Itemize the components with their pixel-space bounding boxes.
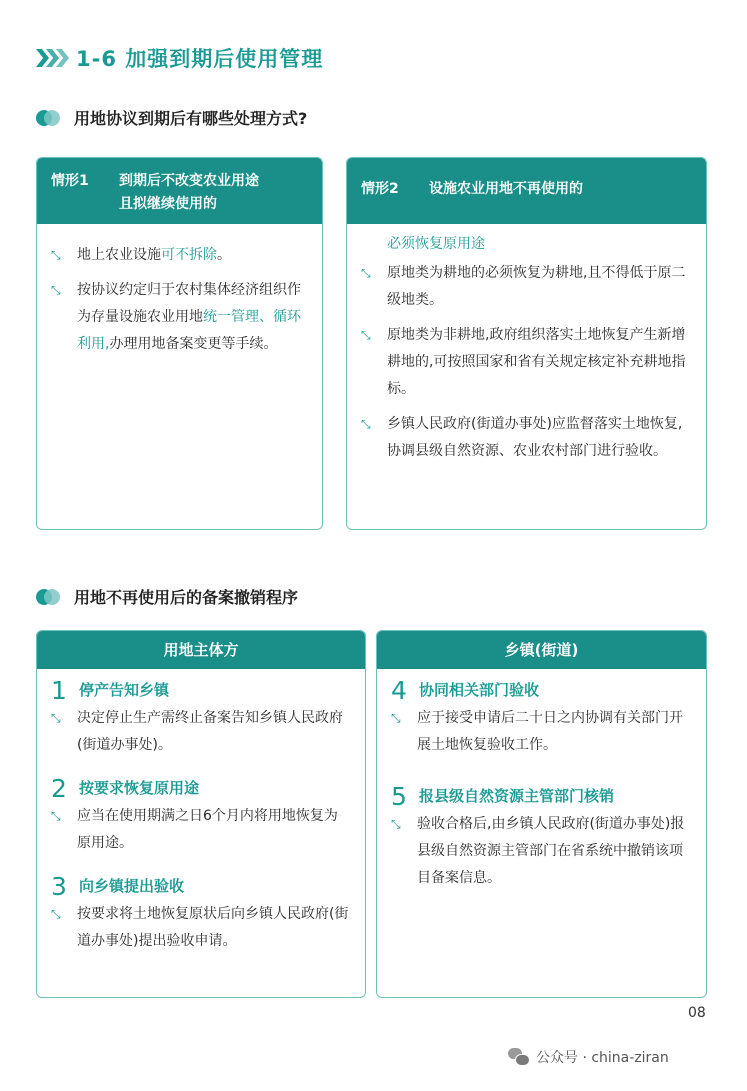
diagonal-arrow-icon: ⤡	[51, 711, 61, 725]
item-text: 原地类为非耕地,政府组织落实土地恢复产生新增耕地的,可按照国家和省有关规定核定补充耕地指标。	[387, 327, 686, 397]
procedure-step	[391, 781, 692, 892]
item-text: 办理用地备案变更等手续。	[109, 336, 278, 352]
case1-card	[36, 157, 323, 530]
case2-header	[347, 158, 706, 224]
section-heading-text: 用地不再使用后的备案撤销程序	[74, 588, 299, 607]
case1-title-line2: 且拟继续使用的	[119, 196, 217, 212]
diagonal-arrow-icon: ⤡	[51, 248, 61, 262]
diagonal-arrow-icon: ⤡	[391, 711, 401, 725]
page-number: 08	[688, 1005, 706, 1021]
list-item	[361, 322, 692, 403]
section-heading-revocation	[36, 585, 298, 608]
bullet-pill-icon	[36, 589, 62, 605]
land-user-steps	[37, 669, 365, 955]
procedure-step	[51, 871, 351, 955]
wechat-watermark	[508, 1047, 669, 1067]
step-title: 报县级自然资源主管部门核销	[419, 786, 615, 805]
township-steps	[377, 669, 706, 892]
item-highlight: 统一管理、循环利用,	[77, 309, 301, 352]
diagonal-arrow-icon: ⤡	[361, 417, 371, 431]
step-title: 停产告知乡镇	[79, 680, 170, 699]
case2-title: 设施农业用地不再使用的	[429, 181, 583, 197]
wechat-icon	[508, 1048, 530, 1066]
step-text: 应当在使用期满之日6个月内将用地恢复为原用途。	[77, 808, 338, 851]
step-number: 1	[51, 675, 67, 705]
case1-title-line1: 到期后不改变农业用途	[119, 173, 259, 189]
case1-items	[37, 224, 322, 358]
page-title-row	[36, 40, 323, 76]
step-title: 向乡镇提出验收	[79, 876, 185, 895]
step-title: 按要求恢复原用途	[79, 778, 200, 797]
case1-title	[119, 170, 259, 224]
case1-header	[37, 158, 322, 224]
step-number: 4	[391, 675, 407, 705]
bullet-pill-icon	[36, 110, 62, 126]
case2-subtitle: 必须恢复原用途	[387, 236, 485, 252]
land-user-card	[36, 630, 366, 998]
page-title: 1-6 加强到期后使用管理	[76, 47, 324, 71]
chevron-right-icon	[36, 49, 66, 67]
case2-card	[346, 157, 707, 530]
step-text: 按要求将土地恢复原状后向乡镇人民政府(街道办事处)提出验收申请。	[77, 906, 349, 949]
wechat-account: 公众号 · china-ziran	[536, 1050, 669, 1066]
list-item	[361, 260, 692, 314]
diagonal-arrow-icon: ⤡	[361, 328, 371, 342]
step-number: 2	[51, 773, 67, 803]
list-item	[51, 277, 308, 358]
list-item	[361, 411, 692, 465]
step-text: 验收合格后,由乡镇人民政府(街道办事处)报县级自然资源主管部门在省系统中撤销该项目备案信息。	[417, 816, 685, 886]
item-text: 按协议约定归于农村集体经济组织作为存量设施农业用地	[77, 282, 301, 325]
procedure-step	[391, 675, 692, 759]
step-text: 决定停止生产需终止备案告知乡镇人民政府(街道办事处)。	[77, 710, 343, 753]
item-text: 乡镇人民政府(街道办事处)应监督落实土地恢复,协调县级自然资源、农业农村部门进行验收。	[387, 416, 683, 459]
step-text: 应于接受申请后二十日之内协调有关部门开展土地恢复验收工作。	[417, 710, 683, 753]
township-header: 乡镇(街道)	[377, 631, 706, 669]
case1-tag: 情形1	[51, 173, 89, 189]
diagonal-arrow-icon: ⤡	[51, 283, 61, 297]
section-heading-text: 用地协议到期后有哪些处理方式?	[74, 109, 308, 128]
item-text: 。	[217, 247, 231, 263]
case2-items	[347, 224, 706, 465]
land-user-header: 用地主体方	[37, 631, 365, 669]
section-heading-disposal	[36, 106, 307, 129]
step-number: 3	[51, 871, 67, 901]
procedure-step	[51, 675, 351, 759]
list-item	[51, 242, 308, 269]
step-title: 协同相关部门验收	[419, 680, 540, 699]
step-number: 5	[391, 781, 407, 811]
item-text: 原地类为耕地的必须恢复为耕地,且不得低于原二级地类。	[387, 265, 686, 308]
diagonal-arrow-icon: ⤡	[361, 266, 371, 280]
case2-tag: 情形2	[361, 181, 399, 197]
diagonal-arrow-icon: ⤡	[391, 817, 401, 831]
diagonal-arrow-icon: ⤡	[51, 809, 61, 823]
item-highlight: 可不拆除	[161, 247, 217, 263]
item-text: 地上农业设施	[77, 247, 161, 263]
diagonal-arrow-icon: ⤡	[51, 907, 61, 921]
township-card	[376, 630, 707, 998]
procedure-step	[51, 773, 351, 857]
